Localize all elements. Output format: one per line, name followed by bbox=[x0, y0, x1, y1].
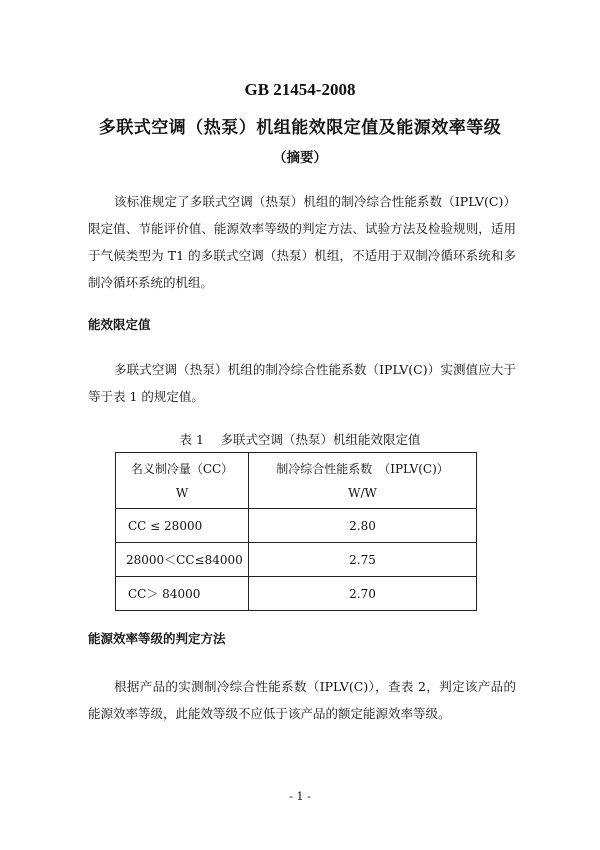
table-row bbox=[116, 543, 477, 577]
header-capacity-unit: W bbox=[175, 485, 189, 500]
intro-paragraph: 该标准规定了多联式空调（热泵）机组的制冷综合性能系数（IPLV(C)）限定值、节能评价值、能源效率等级的判定方法、试验方法及检验规则，适用于气候类型为 T1 的多联式空调（热泵）机组，不适用于双制冷循环系统和多制冷循环系统的机组。 bbox=[88, 194, 516, 290]
abstract-label: （摘要） bbox=[273, 150, 327, 166]
section-heading-grade-method: 能源效率等级的判定方法 bbox=[88, 631, 226, 646]
page-number: - 1 - bbox=[289, 790, 311, 803]
table-caption: 表 1 多联式空调（热泵）机组能效限定值 bbox=[179, 432, 421, 447]
section-paragraph-efficiency-limit: 多联式空调（热泵）机组的制冷综合性能系数（IPLV(C)）实测值应大于等于表 1 的规定值。 bbox=[88, 362, 516, 404]
section-paragraph-grade-method: 根据产品的实测制冷综合性能系数（IPLV(C)），查表 2，判定该产品的能源效率等级，此能效等级不应低于该产品的额定能源效率等级。 bbox=[88, 679, 516, 721]
table-cell-value: 2.75 bbox=[249, 543, 477, 577]
header-capacity-label: 名义制冷量（CC） bbox=[130, 461, 234, 476]
header-iplv-unit: W/W bbox=[348, 485, 377, 500]
efficiency-limit-table bbox=[115, 452, 477, 611]
table-row bbox=[116, 509, 477, 543]
section-heading-efficiency-limit: 能效限定值 bbox=[88, 317, 151, 332]
document-title: 多联式空调（热泵）机组能效限定值及能源效率等级 bbox=[98, 118, 502, 138]
table-cell-range: 28000＜CC≤84000 bbox=[116, 543, 249, 577]
table-cell-value: 2.70 bbox=[249, 577, 477, 611]
table-header-row bbox=[116, 453, 477, 509]
header-cell-capacity bbox=[116, 453, 249, 509]
table-cell-value: 2.80 bbox=[249, 509, 477, 543]
standard-code: GB 21454-2008 bbox=[244, 80, 356, 99]
header-iplv-label: 制冷综合性能系数 （IPLV(C)） bbox=[276, 461, 449, 476]
table-row bbox=[116, 577, 477, 611]
table-cell-range: CC＞ 84000 bbox=[116, 577, 249, 611]
table-cell-range: CC ≤ 28000 bbox=[116, 509, 249, 543]
header-cell-iplv bbox=[249, 453, 477, 509]
